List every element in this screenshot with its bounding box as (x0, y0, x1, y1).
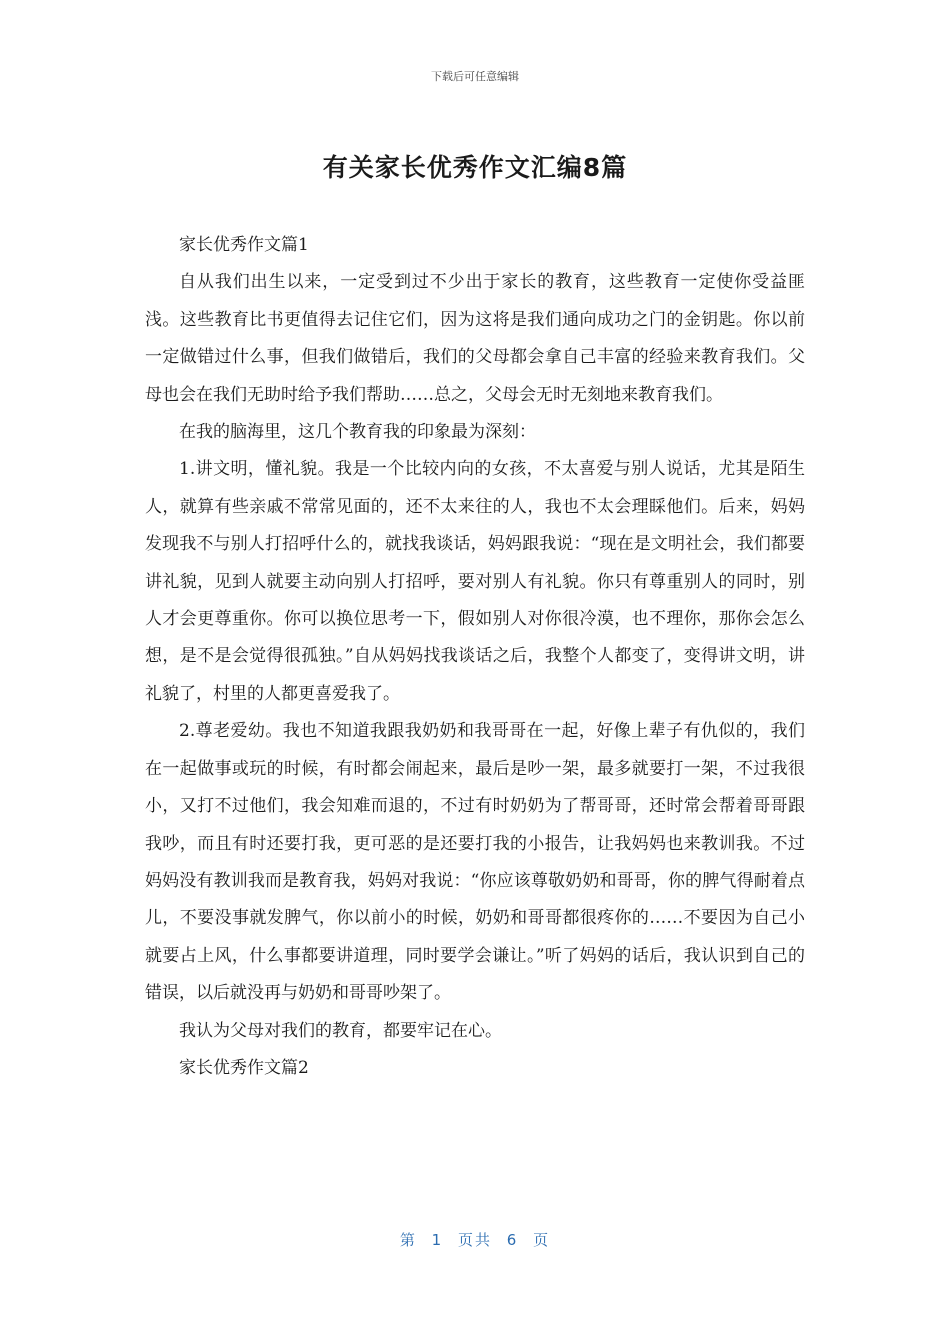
section-heading-2: 家长优秀作文篇2 (179, 1057, 309, 1078)
paragraph: 我认为父母对我们的教育，都要牢记在心。 (179, 1020, 502, 1041)
paragraph: 自从我们出生以来，一定受到过不少出于家长的教育，这些教育一定使你受益匪浅。这些教育比书更值得去记住它们，因为这将是我们通向成功之门的金钥匙。你以前一定做错过什么事，但我们做错后，我们的父母都会拿自己丰富的经验来教育我们。父母也会在我们无助时给予我们帮助……总之，父母会无时无刻地来教育我们。 (145, 272, 805, 405)
section-heading-1: 家长优秀作文篇1 (179, 235, 309, 255)
header-note: 下载后可任意编辑 (431, 70, 519, 83)
document-body (145, 227, 805, 1087)
page-footer: 第 1 页共 6 页 (399, 1231, 551, 1249)
paragraph: 在我的脑海里，这几个教育我的印象最为深刻： (179, 422, 536, 443)
paragraph: 1.讲文明，懂礼貌。我是一个比较内向的女孩，不太喜爱与别人说话，尤其是陌生人，就算有些亲戚不常常见面的，还不太来往的人，我也不太会理睬他们。后来，妈妈发现我不与别人打招呼什么的，就找我谈话，妈妈跟我说：“现在是文明社会，我们都要讲礼貌，见到人就要主动向别人打招呼，要对别人有礼貌。你只有尊重别人的同时，别人才会更尊重你。你可以换位思考一下，假如别人对你很冷漠，也不理你，那你会怎么想，是不是会觉得很孤独。”自从妈妈找我谈话之后，我整个人都变了，变得讲文明，讲礼貌了，村里的人都更喜爱我了。 (145, 459, 805, 704)
document-title: 有关家长优秀作文汇编8篇 (322, 153, 628, 182)
paragraph: 2.尊老爱幼。我也不知道我跟我奶奶和我哥哥在一起，好像上辈子有仇似的，我们在一起做事或玩的时候，有时都会闹起来，最后是吵一架，最多就要打一架，不过我很小，又打不过他们，我会知难而退的，不过有时奶奶为了帮哥哥，还时常会帮着哥哥跟我吵，而且有时还要打我，更可恶的是还要打我的小报告，让我妈妈也来教训我。不过妈妈没有教训我而是教育我，妈妈对我说：“你应该尊敬奶奶和哥哥，你的脾气得耐着点儿，不要没事就发脾气，你以前小的时候，奶奶和哥哥都很疼你的……不要因为自己小就要占上风，什么事都要讲道理，同时要学会谦让。”听了妈妈的话后，我认识到自己的错误，以后就没再与奶奶和哥哥吵架了。 (145, 721, 805, 1004)
